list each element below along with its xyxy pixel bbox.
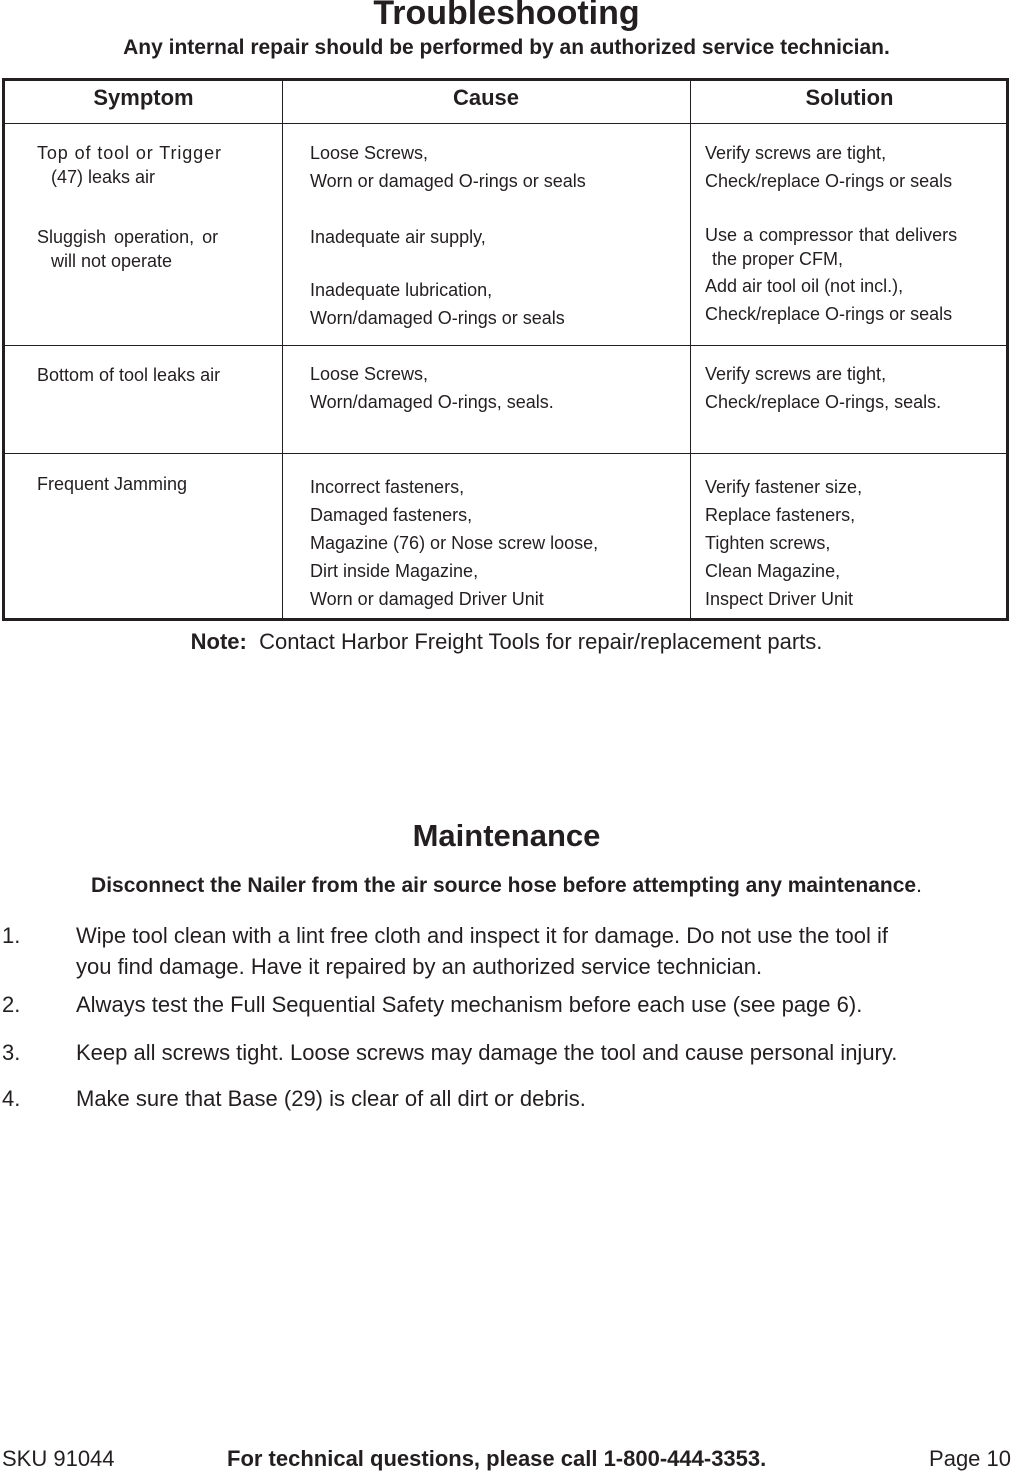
row-divider (5, 453, 1006, 454)
sku-label: SKU 91044 (2, 1446, 115, 1471)
cause-line: Worn/damaged O-rings or seals (310, 308, 565, 328)
maintenance-warning-end: . (916, 874, 922, 897)
solution-cell (705, 139, 957, 328)
page-number: Page 10 (929, 1446, 1011, 1471)
maintenance-warning-text: Disconnect the Nailer from the air source hose before attempting any maintenance (91, 874, 917, 897)
row-divider (5, 123, 1006, 124)
symptom-cell: Bottom of tool leaks air (37, 365, 221, 385)
cause-line: Worn/damaged O-rings, seals. (310, 392, 554, 412)
solution-line: Verify screws are tight, (705, 143, 887, 163)
cause-line: Dirt inside Magazine, (310, 561, 479, 581)
symptom-line: Sluggish operation, or (37, 227, 219, 247)
item-text: Keep all screws tight. Loose screws may damage the tool and cause personal injury. (76, 1040, 898, 1065)
solution-line: Replace fasteners, (705, 505, 856, 525)
solution-line: Verify fastener size, (705, 477, 863, 497)
cause-line: Damaged fasteners, (310, 505, 473, 525)
row-divider (5, 345, 1006, 346)
solution-line: Clean Magazine, (705, 561, 841, 581)
solution-line: Verify screws are tight, (705, 364, 887, 384)
solution-line: Check/replace O-rings or seals (705, 171, 953, 191)
cause-line: Worn or damaged O-rings or seals (310, 171, 586, 191)
symptom-line: Top of tool or Trigger (37, 143, 222, 163)
header-symptom: Symptom (93, 85, 194, 110)
troubleshooting-title: Troubleshooting (373, 0, 640, 32)
note-label: Note: (190, 629, 247, 654)
item-text (76, 920, 1013, 982)
solution-line: Add air tool oil (not incl.), (705, 276, 904, 296)
solution-line: Check/replace O-rings or seals (705, 304, 953, 324)
note-text: Contact Harbor Freight Tools for repair/replacement parts. (259, 629, 823, 654)
solution-line: the proper CFM, (712, 249, 844, 269)
solution-line: Use a compressor that delivers (705, 225, 958, 245)
item-number: 3. (2, 1040, 21, 1065)
repair-note (0, 629, 1013, 655)
item-text-line: you find damage. Have it repaired by an authorized service technician. (76, 954, 763, 979)
header-cause: Cause (452, 85, 520, 110)
solution-cell (705, 473, 862, 613)
cause-line: Incorrect fasteners, (310, 477, 465, 497)
symptom-line: will not operate (51, 251, 173, 271)
item-number: 1. (2, 923, 21, 948)
symptom-cell (37, 141, 222, 189)
symptom-line: (47) leaks air (51, 167, 156, 187)
cause-line: Loose Screws, (310, 143, 429, 163)
cause-line: Worn or damaged Driver Unit (310, 589, 544, 609)
maintenance-title: Maintenance (412, 818, 601, 853)
cause-cell (310, 360, 554, 416)
cause-line: Magazine (76) or Nose screw loose, (310, 533, 599, 553)
item-text-line: Wipe tool clean with a lint free cloth and inspect it for damage. Do not use the tool if (76, 923, 889, 948)
item-text: Always test the Full Sequential Safety mechanism before each use (see page 6). (76, 992, 863, 1017)
cause-line: Loose Screws, (310, 364, 429, 384)
cause-line: Inadequate lubrication, (310, 280, 493, 300)
item-text: Make sure that Base (29) is clear of all dirt or debris. (76, 1086, 586, 1111)
column-divider (282, 81, 283, 618)
cause-cell (310, 473, 598, 613)
maintenance-warning (0, 874, 1013, 898)
solution-line: Check/replace O-rings, seals. (705, 392, 942, 412)
cause-line: Inadequate air supply, (310, 227, 486, 247)
cause-cell (310, 139, 586, 332)
solution-line: Inspect Driver Unit (705, 589, 854, 609)
solution-line: Tighten screws, (705, 533, 831, 553)
column-divider (690, 81, 691, 618)
troubleshooting-table (2, 78, 1009, 621)
symptom-cell: Frequent Jamming (37, 474, 188, 494)
item-number: 2. (2, 992, 21, 1017)
header-solution: Solution (805, 85, 894, 110)
troubleshooting-warning: Any internal repair should be performed by an authorized service technician. (123, 36, 890, 59)
tech-support-line: For technical questions, please call 1-800-444-3353. (227, 1446, 767, 1471)
symptom-cell (37, 225, 218, 273)
solution-cell (705, 360, 941, 416)
item-number: 4. (2, 1086, 21, 1111)
